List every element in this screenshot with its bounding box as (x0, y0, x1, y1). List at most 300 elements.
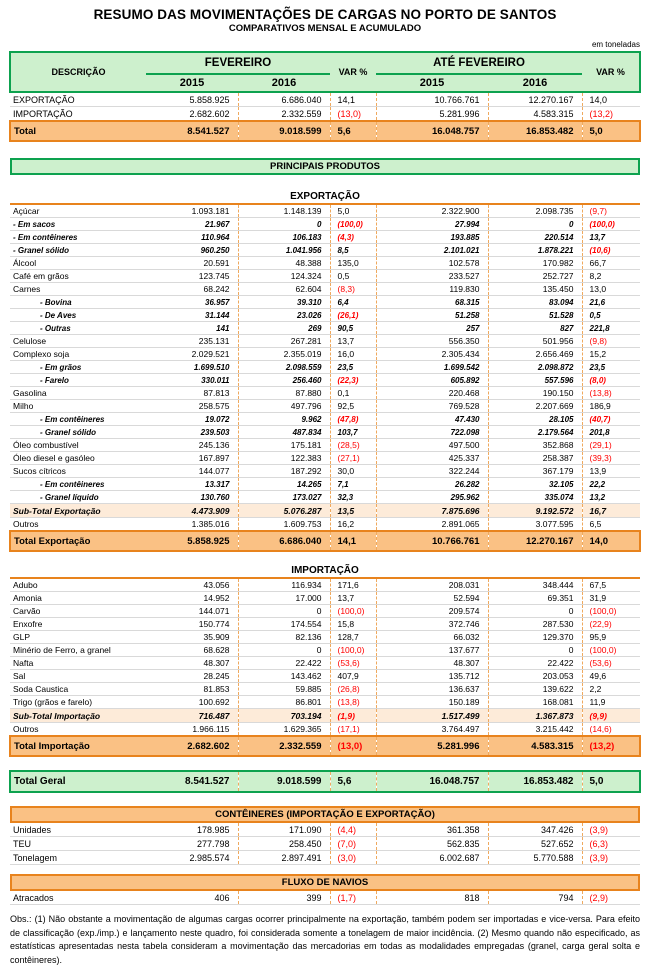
cell-variation: (100,0) (582, 218, 640, 231)
cell-variation: 16,7 (582, 504, 640, 518)
table-row (10, 374, 640, 387)
cell-variation: 14,0 (582, 531, 640, 551)
table-row (10, 426, 640, 439)
table-row (10, 531, 640, 551)
cell-variation: 90,5 (330, 322, 376, 335)
row-label: - Em contêineres (10, 478, 146, 491)
cell-variation: (26,1) (330, 309, 376, 322)
cell-variation: (13,2) (582, 107, 640, 122)
cell-value: 2.656.469 (488, 348, 582, 361)
cell-value: 17.000 (238, 592, 330, 605)
column-header-description: DESCRIÇÃO (10, 52, 146, 92)
cell-variation: (14,6) (582, 723, 640, 737)
cell-value: 267.281 (238, 335, 330, 348)
cell-variation: (8,3) (330, 283, 376, 296)
cell-value: 2.179.564 (488, 426, 582, 439)
cell-variation: 5,0 (582, 121, 640, 141)
row-label: Nafta (10, 657, 146, 670)
column-header-2016-month: 2016 (238, 74, 330, 92)
cell-value: 122.383 (238, 452, 330, 465)
cell-value: 2.101.021 (376, 244, 488, 257)
row-label: Milho (10, 400, 146, 413)
export-section-title: EXPORTAÇÃO (10, 191, 640, 205)
cell-value: 193.885 (376, 231, 488, 244)
export-table (9, 205, 641, 552)
cell-variation: 7,1 (330, 478, 376, 491)
cell-value: 6.686.040 (238, 531, 330, 551)
table-row (10, 851, 640, 865)
row-label: Complexo soja (10, 348, 146, 361)
cell-value: 960.250 (146, 244, 238, 257)
table-row (10, 504, 640, 518)
cell-value: 347.426 (488, 823, 582, 837)
cell-variation: 186,9 (582, 400, 640, 413)
cell-variation: (4,4) (330, 823, 376, 837)
section-band-principais-produtos: PRINCIPAIS PRODUTOS (10, 158, 640, 175)
cell-value: 769.528 (376, 400, 488, 413)
cell-variation: 31,9 (582, 592, 640, 605)
row-label: - Em contêineres (10, 413, 146, 426)
cell-value: 2.029.521 (146, 348, 238, 361)
cell-value: 82.136 (238, 631, 330, 644)
cell-value: 6.002.687 (376, 851, 488, 865)
cell-value: 43.056 (146, 579, 238, 592)
cell-value: 287.530 (488, 618, 582, 631)
cell-variation: (13,0) (330, 736, 376, 756)
cell-value: 14.952 (146, 592, 238, 605)
cell-value: 16.853.482 (488, 771, 582, 792)
cell-value: 178.985 (146, 823, 238, 837)
import-section-title: IMPORTAÇÃO (10, 565, 640, 579)
table-row (10, 218, 640, 231)
cell-variation: 5,0 (330, 205, 376, 218)
cell-value: 10.766.761 (376, 92, 488, 107)
row-label: Sub-Total Importação (10, 709, 146, 723)
cell-value: 256.460 (238, 374, 330, 387)
row-label: Total Importação (10, 736, 146, 756)
cell-value: 335.074 (488, 491, 582, 504)
ships-table-body (10, 891, 640, 905)
cell-value: 129.370 (488, 631, 582, 644)
cell-variation: 8,2 (582, 270, 640, 283)
containers-table-body (10, 823, 640, 865)
cell-value: 2.332.559 (238, 736, 330, 756)
cell-value: 562.835 (376, 837, 488, 851)
row-label: Carvão (10, 605, 146, 618)
cell-value: 119.830 (376, 283, 488, 296)
page-subtitle: COMPARATIVOS MENSAL E ACUMULADO (228, 23, 422, 34)
row-label: Álcool (10, 257, 146, 270)
cell-value: 322.244 (376, 465, 488, 478)
cell-value: 7.875.696 (376, 504, 488, 518)
cell-value: 130.760 (146, 491, 238, 504)
table-row (10, 491, 640, 504)
cell-variation: 128,7 (330, 631, 376, 644)
cell-value: 2.897.491 (238, 851, 330, 865)
row-label: - Em contêineres (10, 231, 146, 244)
row-label: Trigo (grãos e farelo) (10, 696, 146, 709)
cell-variation: (9,9) (582, 709, 640, 723)
row-label: Outros (10, 723, 146, 737)
cell-variation: 14,1 (330, 92, 376, 107)
row-label: Óleo combustível (10, 439, 146, 452)
column-header-2015-accum: 2015 (376, 74, 488, 92)
cell-variation: (13,8) (582, 387, 640, 400)
cell-value: 36.957 (146, 296, 238, 309)
row-label: TEU (10, 837, 146, 851)
cell-variation: 66,7 (582, 257, 640, 270)
table-row (10, 296, 640, 309)
cell-value: 716.487 (146, 709, 238, 723)
row-label: Adubo (10, 579, 146, 592)
cell-value: 174.554 (238, 618, 330, 631)
cell-variation: (10,6) (582, 244, 640, 257)
row-label: Atracados (10, 891, 146, 905)
column-header-2015-month: 2015 (146, 74, 238, 92)
row-label: GLP (10, 631, 146, 644)
cell-value: 175.181 (238, 439, 330, 452)
cell-variation: (13,2) (582, 736, 640, 756)
cell-value: 2.682.602 (146, 736, 238, 756)
cell-variation: 6,5 (582, 518, 640, 532)
cell-value: 2.322.900 (376, 205, 488, 218)
cell-value: 257 (376, 322, 488, 335)
cell-value: 1.093.181 (146, 205, 238, 218)
cell-value: 27.994 (376, 218, 488, 231)
cell-value: 4.583.315 (488, 107, 582, 122)
cell-variation: 13,5 (330, 504, 376, 518)
cell-variation: (27,1) (330, 452, 376, 465)
cell-value: 8.541.527 (146, 771, 238, 792)
table-row (10, 605, 640, 618)
cell-value: 269 (238, 322, 330, 335)
export-table-body (10, 205, 640, 551)
cell-variation: 2,2 (582, 683, 640, 696)
cell-value: 220.514 (488, 231, 582, 244)
column-group-month: FEVEREIRO (146, 52, 330, 74)
cell-value: 0 (238, 644, 330, 657)
cell-value: 135.712 (376, 670, 488, 683)
cell-value: 258.575 (146, 400, 238, 413)
cell-value: 141 (146, 322, 238, 335)
cell-value: 361.358 (376, 823, 488, 837)
table-row (10, 283, 640, 296)
column-header-2016-accum: 2016 (488, 74, 582, 92)
ships-table (10, 891, 640, 905)
table-row (10, 736, 640, 756)
cell-value: 2.332.559 (238, 107, 330, 122)
cell-value: 51.528 (488, 309, 582, 322)
row-label: Sal (10, 670, 146, 683)
cell-variation: (3,9) (582, 823, 640, 837)
cell-value: 557.596 (488, 374, 582, 387)
row-label: Açúcar (10, 205, 146, 218)
table-row (10, 709, 640, 723)
row-label: - Granel sólido (10, 426, 146, 439)
cell-value: 3.764.497 (376, 723, 488, 737)
cell-value: 69.351 (488, 592, 582, 605)
table-row (10, 592, 640, 605)
cell-value: 203.053 (488, 670, 582, 683)
cell-variation: (40,7) (582, 413, 640, 426)
cell-value: 277.798 (146, 837, 238, 851)
row-label: Carnes (10, 283, 146, 296)
cell-variation: (22,9) (582, 618, 640, 631)
row-label: Unidades (10, 823, 146, 837)
unit-note: em toneladas (591, 40, 640, 49)
row-label: Óleo diesel e gasóleo (10, 452, 146, 465)
row-label: Café em grãos (10, 270, 146, 283)
cell-variation: 103,7 (330, 426, 376, 439)
cell-value: 171.090 (238, 823, 330, 837)
cell-value: 167.897 (146, 452, 238, 465)
cell-value: 106.183 (238, 231, 330, 244)
cell-value: 150.189 (376, 696, 488, 709)
cell-value: 425.337 (376, 452, 488, 465)
cell-value: 9.018.599 (238, 771, 330, 792)
cell-variation: (53,6) (582, 657, 640, 670)
cell-value: 556.350 (376, 335, 488, 348)
section-band-ships: FLUXO DE NAVIOS (10, 874, 640, 891)
cell-variation: (1,7) (330, 891, 376, 905)
cell-value: 3.215.442 (488, 723, 582, 737)
table-row (10, 335, 640, 348)
cell-variation: 16,2 (330, 518, 376, 532)
cell-value: 87.880 (238, 387, 330, 400)
table-row (10, 465, 640, 478)
cell-value: 136.637 (376, 683, 488, 696)
cell-variation: 14,1 (330, 531, 376, 551)
cell-variation: (2,9) (582, 891, 640, 905)
cell-value: 143.462 (238, 670, 330, 683)
table-row (10, 270, 640, 283)
cell-variation: (100,0) (582, 644, 640, 657)
row-label: Sub-Total Exportação (10, 504, 146, 518)
cell-value: 190.150 (488, 387, 582, 400)
table-row (10, 670, 640, 683)
cell-value: 144.077 (146, 465, 238, 478)
cell-variation: 13,0 (582, 283, 640, 296)
row-label: - Farelo (10, 374, 146, 387)
cell-value: 0 (488, 644, 582, 657)
cell-value: 59.885 (238, 683, 330, 696)
cell-value: 1.878.221 (488, 244, 582, 257)
cell-value: 1.517.499 (376, 709, 488, 723)
summary-table (9, 51, 641, 142)
column-header-var-month: VAR % (330, 52, 376, 92)
cell-value: 21.967 (146, 218, 238, 231)
cell-variation: 0,5 (582, 309, 640, 322)
cell-value: 0 (238, 218, 330, 231)
cell-value: 209.574 (376, 605, 488, 618)
cell-value: 239.503 (146, 426, 238, 439)
cell-value: 102.578 (376, 257, 488, 270)
cell-variation: 23,5 (330, 361, 376, 374)
table-row (10, 348, 640, 361)
row-label: Total Exportação (10, 531, 146, 551)
cell-value: 62.604 (238, 283, 330, 296)
cell-value: 1.699.510 (146, 361, 238, 374)
containers-table (10, 823, 640, 865)
cell-value: 28.245 (146, 670, 238, 683)
cell-variation: (17,1) (330, 723, 376, 737)
table-row (10, 92, 640, 107)
table-row (10, 257, 640, 270)
cell-variation: 21,6 (582, 296, 640, 309)
row-label: Minério de Ferro, a granel (10, 644, 146, 657)
column-header-var-accum: VAR % (582, 52, 640, 92)
cell-variation: 92,5 (330, 400, 376, 413)
cell-value: 1.966.115 (146, 723, 238, 737)
table-row (10, 413, 640, 426)
cell-variation: (26,8) (330, 683, 376, 696)
cell-value: 6.686.040 (238, 92, 330, 107)
table-row (10, 361, 640, 374)
cell-value: 137.677 (376, 644, 488, 657)
row-label: Gasolina (10, 387, 146, 400)
cell-value: 66.032 (376, 631, 488, 644)
cell-variation: 15,8 (330, 618, 376, 631)
table-row (10, 823, 640, 837)
table-row (10, 696, 640, 709)
cell-value: 168.081 (488, 696, 582, 709)
cell-value: 51.258 (376, 309, 488, 322)
cell-variation: 5,0 (582, 771, 640, 792)
table-row (10, 518, 640, 532)
cell-value: 139.622 (488, 683, 582, 696)
cell-value: 2.985.574 (146, 851, 238, 865)
row-label: - Em grãos (10, 361, 146, 374)
cell-variation: 13,7 (330, 592, 376, 605)
table-row (10, 439, 640, 452)
cell-variation: (9,8) (582, 335, 640, 348)
row-label: IMPORTAÇÃO (10, 107, 146, 122)
cell-variation: (47,8) (330, 413, 376, 426)
cell-value: 372.746 (376, 618, 488, 631)
row-label: Enxofre (10, 618, 146, 631)
cell-value: 4.583.315 (488, 736, 582, 756)
cell-value: 9.018.599 (238, 121, 330, 141)
cell-value: 173.027 (238, 491, 330, 504)
row-label: Outros (10, 518, 146, 532)
cell-value: 0 (488, 605, 582, 618)
cell-variation: 221,8 (582, 322, 640, 335)
cell-value: 26.282 (376, 478, 488, 491)
cell-value: 3.077.595 (488, 518, 582, 532)
cell-value: 245.136 (146, 439, 238, 452)
cell-variation: 8,5 (330, 244, 376, 257)
row-label: Sucos cítricos (10, 465, 146, 478)
cell-value: 23.026 (238, 309, 330, 322)
cell-value: 31.144 (146, 309, 238, 322)
cell-value: 32.105 (488, 478, 582, 491)
table-row (10, 579, 640, 592)
cell-value: 352.868 (488, 439, 582, 452)
cell-value: 5.281.996 (376, 107, 488, 122)
cell-value: 12.270.167 (488, 92, 582, 107)
cell-value: 135.450 (488, 283, 582, 296)
cell-variation: 22,2 (582, 478, 640, 491)
row-label: Total Geral (10, 771, 146, 792)
cell-variation: 16,0 (330, 348, 376, 361)
cell-variation: 5,6 (330, 771, 376, 792)
cell-variation: (28,5) (330, 439, 376, 452)
cell-value: 19.072 (146, 413, 238, 426)
cell-value: 48.388 (238, 257, 330, 270)
cell-variation: 5,6 (330, 121, 376, 141)
cell-variation: (4,3) (330, 231, 376, 244)
cell-variation: 13,7 (582, 231, 640, 244)
cell-value: 48.307 (376, 657, 488, 670)
cell-variation: 15,2 (582, 348, 640, 361)
cell-value: 2.207.669 (488, 400, 582, 413)
cell-value: 100.692 (146, 696, 238, 709)
cell-value: 5.076.287 (238, 504, 330, 518)
cell-value: 14.265 (238, 478, 330, 491)
cell-value: 501.956 (488, 335, 582, 348)
row-label: Total (10, 121, 146, 141)
cell-variation: (100,0) (330, 644, 376, 657)
cell-value: 123.745 (146, 270, 238, 283)
cell-variation: (3,0) (330, 851, 376, 865)
cell-value: 0 (488, 218, 582, 231)
cell-value: 16.853.482 (488, 121, 582, 141)
cell-value: 86.801 (238, 696, 330, 709)
cell-variation: (29,1) (582, 439, 640, 452)
cell-value: 497.500 (376, 439, 488, 452)
cell-value: 2.355.019 (238, 348, 330, 361)
cell-value: 110.964 (146, 231, 238, 244)
column-group-accum: ATÉ FEVEREIRO (376, 52, 582, 74)
cell-value: 8.541.527 (146, 121, 238, 141)
table-row (10, 107, 640, 122)
cell-variation: 171,6 (330, 579, 376, 592)
import-table-body (10, 579, 640, 756)
row-label: - Granel líquido (10, 491, 146, 504)
cell-variation: (1,9) (330, 709, 376, 723)
cell-value: 16.048.757 (376, 121, 488, 141)
cell-variation: 13,7 (330, 335, 376, 348)
table-row (10, 205, 640, 218)
cell-value: 39.310 (238, 296, 330, 309)
table-row (10, 322, 640, 335)
cell-variation: (39,3) (582, 452, 640, 465)
table-row (10, 657, 640, 670)
table-row (10, 478, 640, 491)
cell-variation: 407,9 (330, 670, 376, 683)
cell-value: 22.422 (238, 657, 330, 670)
cell-variation: 95,9 (582, 631, 640, 644)
cell-value: 1.629.365 (238, 723, 330, 737)
row-label: Celulose (10, 335, 146, 348)
row-label: - Bovina (10, 296, 146, 309)
cell-value: 5.858.925 (146, 531, 238, 551)
cell-value: 1.148.139 (238, 205, 330, 218)
cell-value: 367.179 (488, 465, 582, 478)
cell-variation: (7,0) (330, 837, 376, 851)
cell-value: 5.281.996 (376, 736, 488, 756)
cell-variation: (9,7) (582, 205, 640, 218)
cell-value: 2.305.434 (376, 348, 488, 361)
table-row (10, 387, 640, 400)
cell-value: 1.041.956 (238, 244, 330, 257)
table-row (10, 631, 640, 644)
cell-value: 2.098.735 (488, 205, 582, 218)
cell-value: 83.094 (488, 296, 582, 309)
total-geral-body (10, 771, 640, 792)
table-row (10, 309, 640, 322)
cell-value: 330.011 (146, 374, 238, 387)
